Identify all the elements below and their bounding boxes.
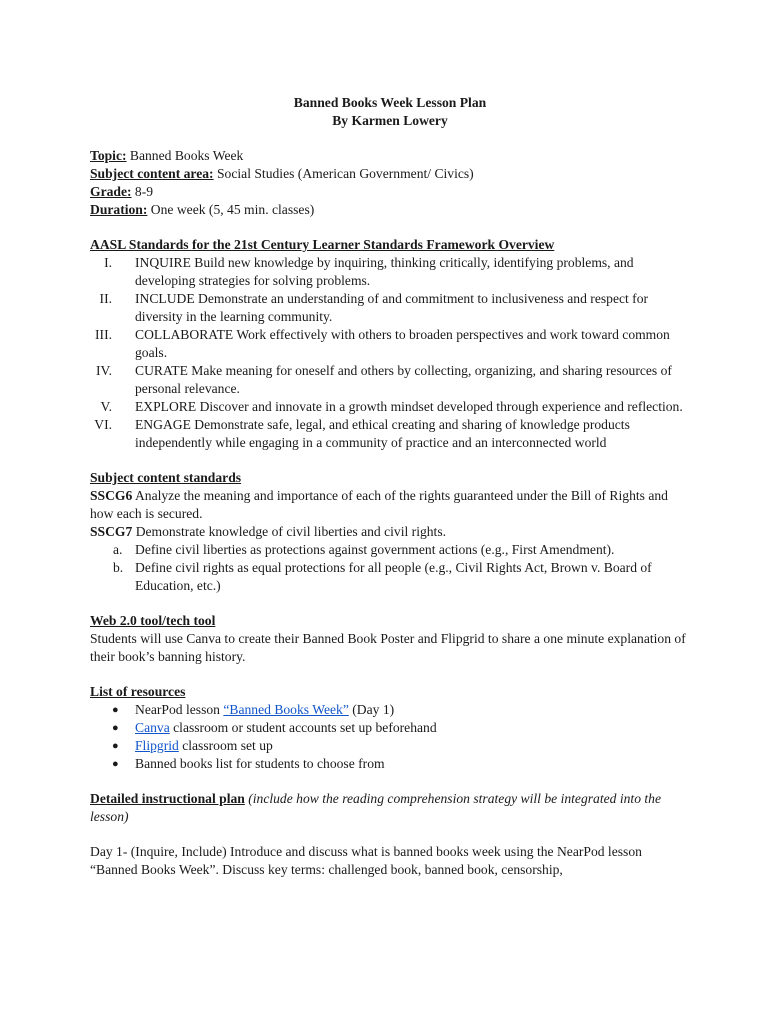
- list-item-text: EXPLORE Discover and innovate in a growth mindset developed through experience and reflection.: [135, 399, 683, 414]
- topic-line: [90, 147, 690, 165]
- duration-label: Duration:: [90, 202, 148, 217]
- sscg6-code: SSCG6: [90, 488, 133, 503]
- aasl-heading: AASL Standards for the 21st Century Learner Standards Framework Overview: [90, 237, 555, 252]
- resource-text: Banned books list for students to choose from: [135, 756, 385, 771]
- duration-value: One week (5, 45 min. classes): [147, 202, 315, 217]
- list-number: I.: [104, 255, 112, 270]
- list-item: [90, 326, 690, 362]
- list-letter: a.: [113, 542, 123, 557]
- sscg7-sub-list: [90, 541, 690, 595]
- list-item-text: INCLUDE Demonstrate an understanding of and commitment to inclusiveness and respect for diversity in the learning community.: [135, 291, 649, 324]
- canva-link[interactable]: Canva: [135, 720, 170, 735]
- subject-label: Subject content area:: [90, 166, 214, 181]
- plan-note: (include how the reading comprehension strategy will be integrated into the lesson): [90, 791, 662, 824]
- list-number: VI.: [94, 417, 112, 432]
- day1-paragraph: Day 1- (Inquire, Include) Introduce and discuss what is banned books week using the NearPod lesson “Banned Books Week”. Discuss key terms: challenged book, banned book, censorship,: [90, 844, 642, 877]
- list-item: [90, 254, 690, 290]
- list-number: III.: [95, 327, 112, 342]
- list-number: II.: [99, 291, 112, 306]
- list-number: V.: [100, 399, 112, 414]
- bullet-icon: ●: [112, 740, 119, 752]
- bullet-icon: ●: [112, 758, 119, 770]
- sscg6-paragraph: [90, 487, 690, 523]
- bullet-icon: ●: [112, 722, 119, 734]
- list-item: [90, 737, 690, 755]
- list-item: [90, 755, 690, 773]
- resources-list: [90, 701, 690, 773]
- grade-label: Grade:: [90, 184, 132, 199]
- list-letter: b.: [113, 560, 124, 575]
- document-title: Banned Books Week Lesson Plan: [293, 95, 487, 110]
- subject-value: Social Studies (American Government/ Civics): [213, 166, 474, 181]
- list-item-text: Define civil liberties as protections against government actions (e.g., First Amendment).: [135, 542, 615, 557]
- topic-value: Banned Books Week: [126, 148, 244, 163]
- resources-heading: List of resources: [90, 684, 186, 699]
- flipgrid-link[interactable]: Flipgrid: [135, 738, 179, 753]
- web20-heading: Web 2.0 tool/tech tool: [90, 613, 216, 628]
- list-item: [90, 290, 690, 326]
- list-item: [90, 416, 690, 452]
- content-standards-heading: Subject content standards: [90, 470, 242, 485]
- subject-line: [90, 165, 690, 183]
- list-item-text: ENGAGE Demonstrate safe, legal, and ethical creating and sharing of knowledge products independently while engaging in a community of practice and an interconnected world: [135, 417, 630, 450]
- plan-heading: Detailed instructional plan: [90, 791, 245, 806]
- list-number: IV.: [96, 363, 112, 378]
- nearpod-lesson-link[interactable]: “Banned Books Week”: [223, 702, 349, 717]
- list-item-text: INQUIRE Build new knowledge by inquiring, thinking critically, identifying problems, and developing strategies for solving problems.: [135, 255, 634, 288]
- document-author: By Karmen Lowery: [332, 113, 448, 128]
- list-item-text: COLLABORATE Work effectively with others to broaden perspectives and work toward common goals.: [135, 327, 670, 360]
- list-item: [90, 398, 690, 416]
- list-item-text: Define civil rights as equal protections for all people (e.g., Civil Rights Act, Brown v. Board of Education, etc.): [135, 560, 652, 593]
- list-item: [90, 701, 690, 719]
- resource-text: (Day 1): [348, 702, 395, 717]
- duration-line: [90, 201, 690, 219]
- plan-heading-paragraph: [90, 790, 690, 826]
- resource-text: classroom set up: [178, 738, 273, 753]
- sscg7-paragraph: [90, 523, 690, 541]
- bullet-icon: ●: [112, 704, 119, 716]
- grade-line: [90, 183, 690, 201]
- list-item-text: CURATE Make meaning for oneself and others by collecting, organizing, and sharing resources of personal relevance.: [135, 363, 672, 396]
- list-item: [90, 362, 690, 398]
- aasl-standards-list: [90, 254, 690, 452]
- web20-text: Students will use Canva to create their Banned Book Poster and Flipgrid to share a one minute explanation of their book’s banning history.: [90, 631, 686, 664]
- topic-label: Topic:: [90, 148, 127, 163]
- sscg7-text: Demonstrate knowledge of civil liberties and civil rights.: [132, 524, 447, 539]
- list-item: [90, 719, 690, 737]
- sscg6-text: Analyze the meaning and importance of each of the rights guaranteed under the Bill of Rights and how each is secured.: [90, 488, 668, 521]
- sscg7-code: SSCG7: [90, 524, 133, 539]
- list-item: [90, 541, 690, 559]
- resource-text: NearPod lesson: [135, 702, 224, 717]
- document-body: [90, 94, 690, 879]
- resource-text: classroom or student accounts set up beforehand: [169, 720, 437, 735]
- list-item: [90, 559, 690, 595]
- grade-value: 8-9: [131, 184, 154, 199]
